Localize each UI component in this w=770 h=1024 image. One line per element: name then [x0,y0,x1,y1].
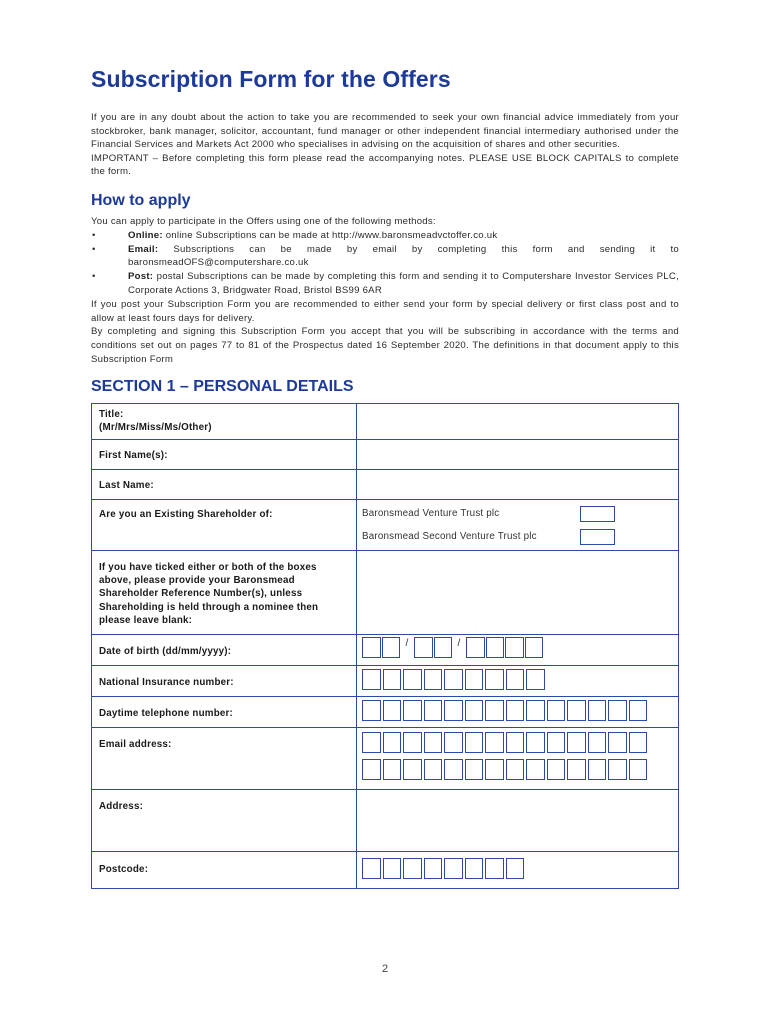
telephone-digit-box[interactable] [485,700,504,721]
email-char-box[interactable] [485,759,504,780]
postcode-char-box[interactable] [383,858,402,879]
section1-heading: SECTION 1 – PERSONAL DETAILS [91,377,354,395]
dob-digit-box[interactable] [434,637,453,658]
postcode-char-box[interactable] [424,858,443,879]
email-char-box[interactable] [403,759,422,780]
subscription-form-page [91,64,679,889]
trust-2-checkbox[interactable] [580,529,615,545]
telephone-digit-box[interactable] [465,700,484,721]
title-options-text: (Mr/Mrs/Miss/Ms/Other) [99,422,212,434]
dob-digit-box[interactable] [414,637,433,658]
email-char-box[interactable] [444,759,463,780]
dob-digit-box[interactable] [466,637,485,658]
first-names-label: First Name(s): [92,439,357,469]
how-to-apply-body [91,215,679,367]
dob-field [357,634,679,665]
last-name-field[interactable] [357,469,679,499]
ni-char-box[interactable] [485,669,504,690]
method-label: Online: [128,229,163,241]
email-char-box[interactable] [506,759,525,780]
email-char-box[interactable] [403,732,422,753]
important-note: IMPORTANT – Before completing this form please read the accompanying notes. PLEASE USE BLOCK CAPITALS to complete the form. [91,152,679,178]
dob-digit-box[interactable] [505,637,524,658]
terms-note: By completing and signing this Subscription Form you accept that you will be subscribing in accordance with the terms and conditions set out on pages 77 to 81 of the Prospectus dated 16 September 2020. The definitions in that document apply to this Subscription Form [91,326,679,365]
dob-separator: / [457,637,461,649]
methods-list [91,229,679,298]
email-char-box[interactable] [526,759,545,780]
telephone-digit-box[interactable] [383,700,402,721]
trust-1-label: Baronsmead Venture Trust plc [362,507,500,519]
ni-char-box[interactable] [424,669,443,690]
section-personal-details [91,377,679,889]
email-char-box[interactable] [629,759,648,780]
trust-1-checkbox[interactable] [580,506,615,522]
dob-digit-box[interactable] [382,637,401,658]
method-online [91,229,679,243]
title-label [92,403,357,439]
telephone-digit-box[interactable] [608,700,627,721]
dob-separator: / [405,637,409,649]
existing-shareholder-options [357,499,679,550]
telephone-digit-box[interactable] [547,700,566,721]
method-label: Post: [128,271,154,283]
email-char-box[interactable] [465,732,484,753]
email-char-box[interactable] [506,732,525,753]
telephone-digit-box[interactable] [362,700,381,721]
bullet: • [92,243,96,255]
telephone-row [92,696,679,727]
email-char-box[interactable] [567,759,586,780]
postcode-char-box[interactable] [465,858,484,879]
ni-char-box[interactable] [526,669,545,690]
post-note: If you post your Subscription Form you are recommended to either send your form by special delivery or first class post and to allow at least fours days for delivery. [91,298,679,324]
postcode-char-box[interactable] [444,858,463,879]
email-char-box[interactable] [608,759,627,780]
address-field[interactable] [357,789,679,851]
title-field[interactable] [357,403,679,439]
ni-char-box[interactable] [383,669,402,690]
email-char-box[interactable] [608,732,627,753]
email-char-box[interactable] [424,759,443,780]
ni-number-row [92,665,679,696]
telephone-label: Daytime telephone number: [92,696,357,727]
ni-char-box[interactable] [465,669,484,690]
postcode-field [357,851,679,888]
email-char-box[interactable] [383,732,402,753]
postcode-char-box[interactable] [362,858,381,879]
email-char-box[interactable] [547,759,566,780]
ni-char-box[interactable] [403,669,422,690]
email-char-box[interactable] [362,759,381,780]
dob-digit-box[interactable] [525,637,544,658]
email-char-box[interactable] [383,759,402,780]
ni-number-field [357,665,679,696]
existing-shareholder-label: Are you an Existing Shareholder of: [92,499,357,550]
email-char-box[interactable] [444,732,463,753]
postcode-row [92,851,679,888]
telephone-field [357,696,679,727]
email-char-box[interactable] [424,732,443,753]
title-label-text: Title: [99,408,124,420]
dob-digit-box[interactable] [486,637,505,658]
trust-2-label: Baronsmead Second Venture Trust plc [362,530,537,542]
telephone-digit-box[interactable] [629,700,648,721]
email-char-box[interactable] [465,759,484,780]
existing-shareholder-row [92,499,679,550]
method-post [91,270,679,298]
telephone-digit-box[interactable] [588,700,607,721]
telephone-digit-box[interactable] [506,700,525,721]
bullet: • [92,229,96,241]
how-to-apply-heading: How to apply [91,191,191,209]
email-char-box[interactable] [485,732,504,753]
telephone-digit-box[interactable] [526,700,545,721]
intro-paragraph: If you are in any doubt about the action to take you are recommended to seek your own financial advice immediately from your stockbroker, bank manager, solicitor, accountant, fund manager or other independent financial intermediary authorised under the Financial Services and Markets Act 2000 who specialises in advising on the acquisition of shares and other securities. [91,112,679,151]
last-name-label: Last Name: [92,469,357,499]
email-field [357,727,679,789]
method-text: postal Subscriptions can be made by completing this form and sending it to Computershare Investor Services PLC, Corporate Actions 3, Bridgwater Road, Bristol BS99 6AR [128,271,679,296]
how-to-apply-section [91,191,679,367]
dob-row [92,634,679,665]
ni-char-box[interactable] [506,669,525,690]
method-label: Email: [128,243,159,255]
email-char-box[interactable] [567,732,586,753]
postcode-char-box[interactable] [506,858,525,879]
address-label: Address: [92,789,357,851]
address-row [92,789,679,851]
email-char-box[interactable] [588,732,607,753]
ni-char-box[interactable] [362,669,381,690]
email-char-box[interactable] [629,732,648,753]
telephone-digit-box[interactable] [424,700,443,721]
title-row [92,403,679,439]
intro-text [91,111,679,179]
email-char-box[interactable] [526,732,545,753]
telephone-digit-box[interactable] [403,700,422,721]
email-char-box[interactable] [547,732,566,753]
email-char-box[interactable] [362,732,381,753]
method-text: Subscriptions can be made by email by completing this form and sending it to baronsmeadOFS@computershare.co.uk [128,243,680,269]
reference-number-label: If you have ticked either or both of the boxes above, please provide your Baronsmead Shareholder Reference Number(s), unless Shareholding is held through a nominee then please leave blank: [92,550,357,634]
postcode-label: Postcode: [92,851,357,888]
ni-char-box[interactable] [444,669,463,690]
method-text: online Subscriptions can be made at http://www.baronsmeadvctoffer.co.uk [165,229,498,241]
email-char-box[interactable] [588,759,607,780]
email-row [92,727,679,789]
last-name-row [92,469,679,499]
page-title: Subscription Form for the Offers [91,66,451,92]
method-email [91,243,679,271]
postcode-char-box[interactable] [485,858,504,879]
page-number: 2 [381,963,389,975]
reference-number-field[interactable] [357,550,679,634]
methods-lead: You can apply to participate in the Offers using one of the following methods: [91,215,436,227]
postcode-char-box[interactable] [403,858,422,879]
personal-details-table [91,403,679,889]
first-names-field[interactable] [357,439,679,469]
email-label: Email address: [92,727,357,789]
dob-label: Date of birth (dd/mm/yyyy): [92,634,357,665]
telephone-digit-box[interactable] [444,700,463,721]
first-names-row [92,439,679,469]
ni-number-label: National Insurance number: [92,665,357,696]
dob-digit-box[interactable] [362,637,381,658]
reference-number-row [92,550,679,634]
bullet: • [92,271,96,283]
telephone-digit-box[interactable] [567,700,586,721]
